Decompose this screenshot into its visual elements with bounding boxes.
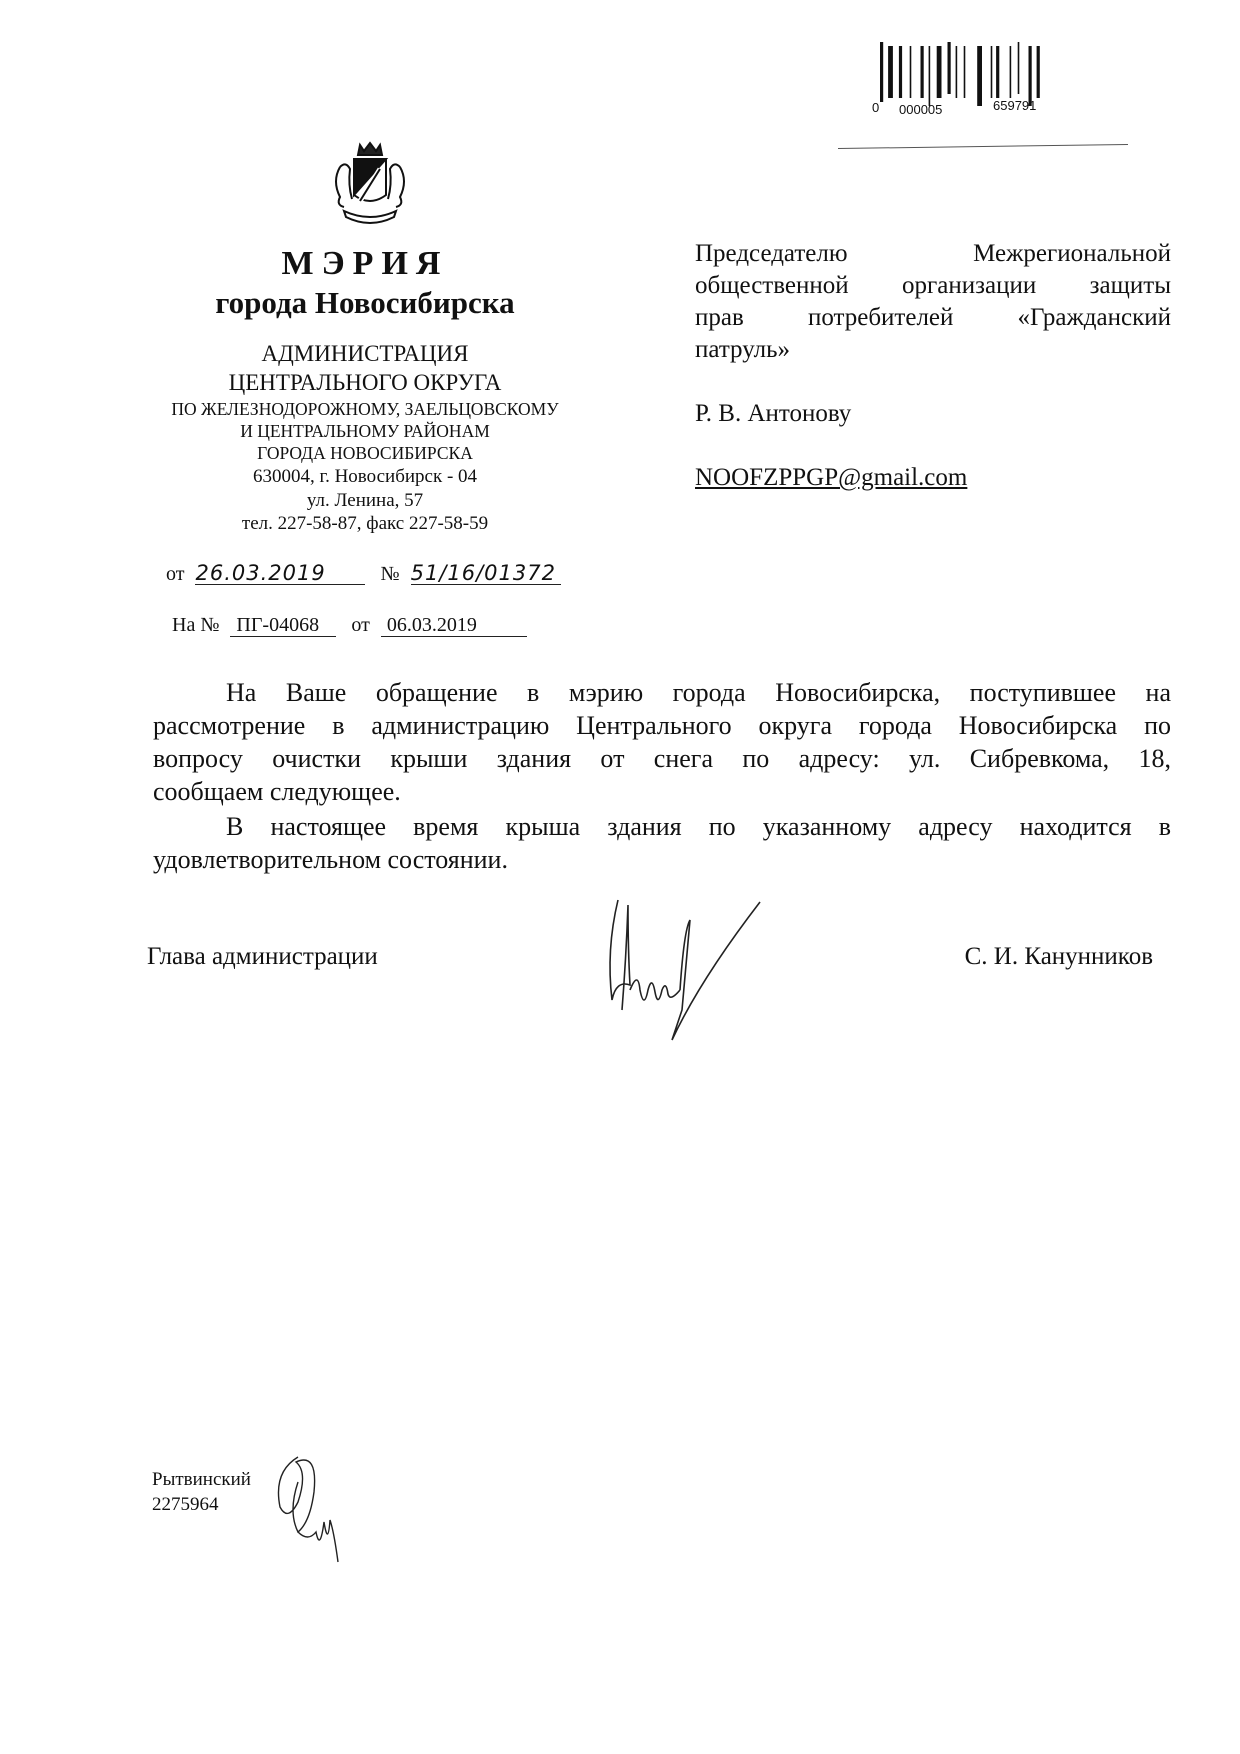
handwritten-signature [600, 890, 775, 1050]
reference-on-label: На № [172, 614, 220, 636]
letterhead-line: И ЦЕНТРАЛЬНОМУ РАЙОНАМ [240, 421, 490, 441]
body-line: На Ваше обращение в мэрию города Новосибирска, поступившее на [226, 678, 1171, 707]
letterhead-line: тел. 227-58-87, факс 227-58-59 [241, 513, 489, 534]
barcode-bar [991, 46, 993, 98]
body-line: В настоящее время крыша здания по указанному адресу находится в [226, 812, 1171, 841]
barcode-bar [956, 46, 958, 98]
body-line: вопросу очистки крыши здания от снега по адресу: ул. Сибревкома, 18, [153, 744, 1171, 773]
outgoing-registration [166, 562, 561, 586]
barcode-bar [910, 46, 912, 98]
barcode-bar [1018, 42, 1020, 94]
outgoing-number: 51/16/01372 [411, 562, 561, 585]
barcode-bar [1029, 46, 1032, 106]
letterhead-line: АДМИНИСТРАЦИЯ [261, 341, 469, 366]
signatory-position: Глава администрации [147, 943, 378, 970]
barcode-bar [1010, 46, 1012, 98]
barcode-bar [899, 46, 902, 98]
barcode [870, 40, 1070, 122]
letterhead-subtitle: города Новосибирска [215, 285, 515, 320]
recipient-line: общественной организации защиты [695, 272, 1171, 299]
letterhead-line: ПО ЖЕЛЕЗНОДОРОЖНОМУ, ЗАЕЛЬЦОВСКОМУ [171, 399, 559, 419]
body-line: рассмотрение в администрацию Центрального округа города Новосибирска по [153, 711, 1171, 740]
body-line: сообщаем следующее. [153, 777, 401, 806]
barcode-bar [937, 46, 942, 98]
letterhead-line: ул. Ленина, 57 [306, 490, 424, 511]
barcode-digits-2: 659791 [993, 98, 1037, 113]
recipient-line: прав потребителей «Гражданский [695, 304, 1171, 331]
barcode-digit-left: 0 [872, 100, 880, 115]
outgoing-from-label: от [166, 563, 185, 585]
outgoing-number-label: № [380, 563, 400, 585]
executor-name: Рытвинский [152, 1469, 251, 1490]
reference-registration [172, 614, 527, 637]
executor-phone: 2275964 [152, 1494, 219, 1515]
barcode-bar [996, 46, 999, 98]
recipient-line: Председателю Межрегиональной [695, 240, 1171, 267]
letterhead-line: ЦЕНТРАЛЬНОГО ОКРУГА [228, 370, 502, 395]
barcode-bar [964, 46, 966, 98]
reference-date: 06.03.2019 [381, 614, 527, 637]
barcode-rule [838, 144, 1128, 149]
recipient-line: патруль» [695, 336, 791, 363]
executor-initials-signature [268, 1452, 348, 1567]
barcode-bar [948, 42, 951, 94]
barcode-bar [880, 42, 883, 102]
letterhead-line: 630004, г. Новосибирск - 04 [252, 466, 478, 487]
barcode-bar [921, 46, 924, 98]
barcode-digits-1: 000005 [899, 102, 943, 117]
reference-number: ПГ-04068 [230, 614, 336, 637]
barcode-bar [977, 46, 982, 106]
outgoing-date: 26.03.2019 [195, 562, 365, 585]
letterhead-title: МЭРИЯ [281, 245, 449, 282]
signatory-name: С. И. Канунников [964, 943, 1153, 970]
barcode-bars [870, 40, 1070, 106]
recipient-email: NOOFZPPGP@gmail.com [695, 464, 968, 491]
barcode-bar [888, 46, 893, 98]
reference-from-label: от [351, 614, 370, 636]
body-line: удовлетворительном состоянии. [153, 845, 508, 874]
letterhead-line: ГОРОДА НОВОСИБИРСКА [257, 443, 473, 463]
barcode-bar [929, 46, 931, 106]
coat-of-arms-emblem [326, 141, 414, 229]
recipient-name: Р. В. Антонову [695, 400, 852, 427]
barcode-bar [1037, 46, 1040, 98]
